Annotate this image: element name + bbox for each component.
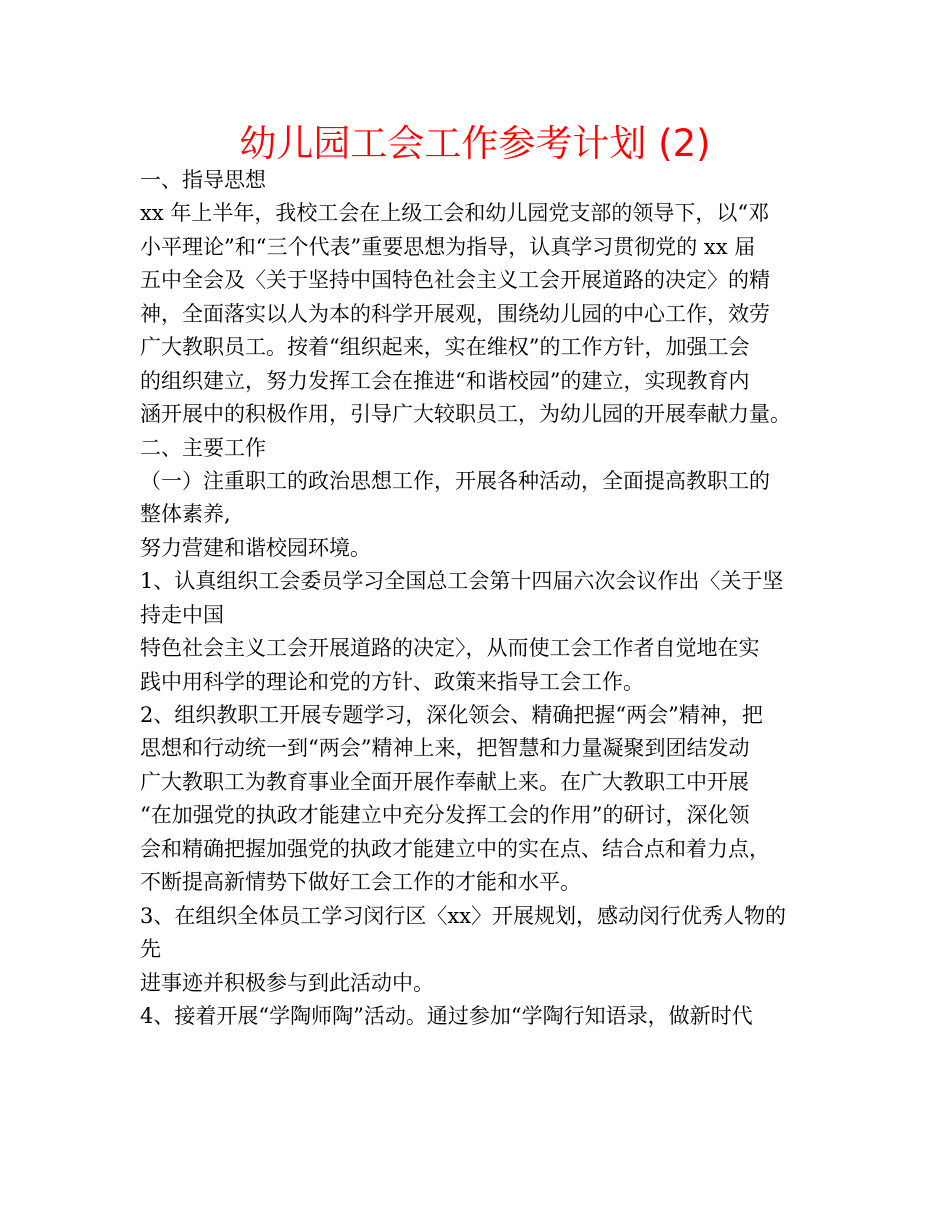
paragraph-line: xx 年上半年，我校工会在上级工会和幼儿园党支部的领导下，以“邓 — [140, 201, 770, 226]
paragraph-line: 努力营建和谐校园环境。 — [140, 535, 371, 560]
document-title: 幼儿园工会工作参考计划 (2) — [239, 122, 711, 165]
paragraph-line: 特色社会主义工会开展道路的决定〉，从而使工会工作者自觉地在实 — [140, 636, 760, 661]
document-body — [140, 164, 820, 1033]
list-item-line: 2、组织教职工开展专题学习，深化领会、精确把握“两会”精神，把 — [140, 703, 763, 727]
list-item-line: 1、认真组织工会委员学习全国总工会第十四届六次会议作出〈关于坚 — [140, 569, 784, 594]
section-heading-guiding-ideology: 一、指导思想 — [140, 168, 266, 192]
paragraph-line: 广大教职工为教育事业全面开展作奉献上来。在广大教职工中开展 — [140, 769, 749, 794]
paragraph-line: 不断提高新情势下做好工会工作的才能和水平。 — [140, 870, 581, 895]
paragraph-line: 广大教职员工。按着“组织起来，实在维权”的工作方针，加强工会 — [140, 335, 750, 360]
section-heading-main-work: 二、主要工作 — [140, 435, 266, 460]
paragraph-line: 会和精确把握加强党的执政才能建立中的实在点、结合点和着力点， — [140, 836, 770, 861]
list-item-line: 4、接着开展“学陶师陶”活动。通过参加“学陶行知语录，做新时代 — [140, 1003, 753, 1028]
list-item-line: 3、在组织全体员工学习闵行区〈xx〉开展规划，感动闵行优秀人物的 — [140, 903, 787, 928]
paragraph-line: （一）注重职工的政治思想工作，开展各种活动，全面提高教职工的 — [140, 468, 770, 493]
paragraph-line: 的组织建立，努力发挥工会在推进“和谐校园”的建立，实现教育内 — [140, 368, 750, 393]
paragraph-line: 涵开展中的积极作用，引导广大较职员工，为幼儿园的开展奉献力量。 — [140, 402, 791, 427]
paragraph-line: 思想和行动统一到“两会”精神上来，把智慧和力量凝聚到团结发动 — [140, 736, 750, 761]
paragraph-line: 践中用科学的理论和党的方针、政策来指导工会工作。 — [140, 669, 644, 694]
paragraph-line: “在加强党的执政才能建立中充分发挥工会的作用”的研讨，深化领 — [140, 803, 750, 828]
paragraph-line: 进事迹并积极参与到此活动中。 — [140, 970, 434, 995]
paragraph-line: 小平理论”和“三个代表”重要思想为指导，认真学习贯彻党的 xx 届 — [140, 234, 756, 259]
paragraph-line: 神，全面落实以人为本的科学开展观，围绕幼儿园的中心工作，效劳 — [140, 301, 770, 326]
list-item-line: 先 — [140, 937, 161, 962]
paragraph-line: 五中全会及〈关于坚持中国特色社会主义工会开展道路的决定〉的精 — [140, 268, 770, 293]
paragraph-line: 整体素养, — [140, 502, 231, 527]
list-item-line: 持走中国 — [140, 602, 224, 627]
